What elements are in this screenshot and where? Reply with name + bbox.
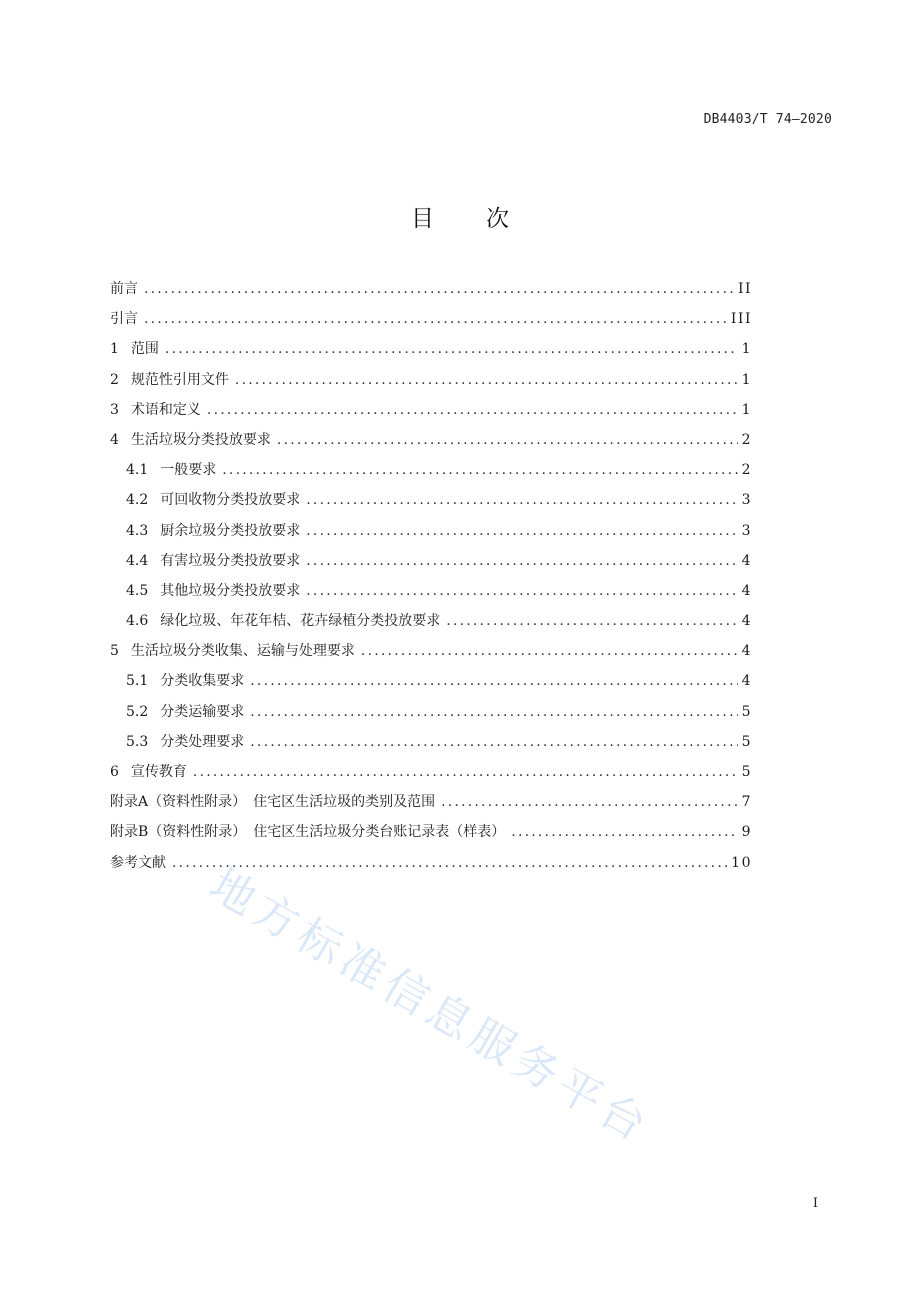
toc-entry-page: 4 <box>741 643 752 660</box>
toc-entry-label: 参考文献 <box>110 854 166 871</box>
toc-entry-page: 5 <box>741 703 752 720</box>
toc-entry-number: 5 <box>110 643 119 660</box>
toc-entry[interactable] <box>110 399 752 429</box>
toc-entry-label: 术语和定义 <box>130 401 201 418</box>
toc-entry-page: 1 <box>741 341 752 358</box>
toc-entry-label: 生活垃圾分类投放要求 <box>130 431 271 448</box>
toc-entry-label: 其他垃圾分类投放要求 <box>160 582 301 599</box>
toc-entry-label: 附录B（资料性附录） 住宅区生活垃圾分类台账记录表（样表） <box>110 824 506 841</box>
toc-entry-label: 绿化垃圾、年花年桔、花卉绿植分类投放要求 <box>160 613 441 630</box>
toc-entry[interactable] <box>110 640 752 670</box>
toc-dot-leader <box>511 821 737 843</box>
toc-entry-number: 4.6 <box>126 613 149 630</box>
toc-dot-leader <box>306 520 737 542</box>
toc-entry-number: 4 <box>110 431 119 448</box>
toc-dot-leader <box>361 640 738 662</box>
toc-dot-leader <box>306 489 737 511</box>
toc-dot-leader <box>235 369 738 391</box>
toc-entry-page: 10 <box>731 854 752 871</box>
toc-entry-page: 4 <box>741 613 752 630</box>
toc-entry-label: 宣传教育 <box>130 764 187 780</box>
toc-entry-label: 分类运输要求 <box>160 703 245 720</box>
table-of-contents <box>110 278 752 882</box>
toc-entry[interactable] <box>110 761 752 791</box>
toc-entry-page: 4 <box>741 673 752 690</box>
toc-entry-page: 5 <box>741 764 752 780</box>
toc-dot-leader <box>172 852 727 874</box>
toc-entry[interactable] <box>110 550 752 580</box>
toc-entry[interactable] <box>110 610 752 640</box>
toc-entry-number: 4.1 <box>126 462 149 479</box>
toc-entry-page: 4 <box>741 552 752 569</box>
toc-entry-page: 1 <box>741 371 752 388</box>
toc-entry-number: 4.3 <box>126 522 149 539</box>
toc-entry-page: 7 <box>741 794 752 811</box>
page-number: I <box>812 1196 818 1211</box>
toc-entry-label: 附录A（资料性附录） 住宅区生活垃圾的类别及范围 <box>110 794 436 811</box>
toc-entry-label: 一般要求 <box>160 462 217 479</box>
toc-entry-label: 厨余垃圾分类投放要求 <box>160 522 301 539</box>
toc-entry-page: II <box>737 281 752 297</box>
toc-entry-page: 5 <box>741 733 752 750</box>
toc-entry-label: 前言 <box>110 281 138 297</box>
toc-entry-label: 有害垃圾分类投放要求 <box>160 552 301 569</box>
toc-dot-leader <box>193 761 738 783</box>
toc-entry[interactable] <box>110 308 752 338</box>
toc-entry[interactable] <box>110 429 752 459</box>
toc-entry[interactable] <box>110 852 752 882</box>
toc-entry-number: 6 <box>110 764 119 780</box>
toc-entry[interactable] <box>110 821 752 851</box>
toc-entry[interactable] <box>110 701 752 731</box>
toc-dot-leader <box>144 308 727 330</box>
toc-dot-leader <box>446 610 737 632</box>
toc-entry-page: 2 <box>741 462 752 479</box>
toc-entry-page: 3 <box>741 492 752 509</box>
toc-dot-leader <box>222 459 737 481</box>
toc-dot-leader <box>207 399 738 421</box>
toc-dot-leader <box>250 701 737 723</box>
toc-dot-leader <box>250 731 737 753</box>
toc-entry-number: 1 <box>110 341 119 358</box>
toc-dot-leader <box>306 580 737 602</box>
toc-entry[interactable] <box>110 369 752 399</box>
toc-entry-number: 4.4 <box>126 552 149 569</box>
page-title: 目次 <box>411 206 561 232</box>
toc-entry[interactable] <box>110 670 752 700</box>
toc-entry-page: 3 <box>741 522 752 539</box>
toc-entry[interactable] <box>110 489 752 519</box>
toc-entry-number: 5.2 <box>126 703 149 720</box>
toc-entry-label: 规范性引用文件 <box>130 371 229 388</box>
toc-entry-page: 9 <box>741 824 752 841</box>
toc-entry[interactable] <box>110 278 752 308</box>
toc-dot-leader <box>306 550 737 572</box>
toc-entry-page: 4 <box>741 582 752 599</box>
toc-entry[interactable] <box>110 520 752 550</box>
toc-entry-label: 分类处理要求 <box>160 733 245 750</box>
toc-entry[interactable] <box>110 791 752 821</box>
toc-entry[interactable] <box>110 459 752 489</box>
toc-dot-leader <box>250 670 737 692</box>
toc-entry-label: 可回收物分类投放要求 <box>160 492 301 509</box>
toc-entry-number: 4.2 <box>126 492 149 509</box>
toc-entry-page: 2 <box>741 431 752 448</box>
toc-entry-number: 5.3 <box>126 733 149 750</box>
toc-dot-leader <box>277 429 738 451</box>
toc-entry[interactable] <box>110 580 752 610</box>
toc-dot-leader <box>144 278 734 300</box>
toc-entry-label: 生活垃圾分类收集、运输与处理要求 <box>130 643 355 660</box>
toc-entry-number: 2 <box>110 371 119 388</box>
toc-entry-number: 3 <box>110 401 119 418</box>
toc-dot-leader <box>165 338 738 360</box>
toc-entry-label: 分类收集要求 <box>160 673 245 690</box>
toc-entry[interactable] <box>110 338 752 368</box>
toc-entry-page: III <box>730 311 752 328</box>
watermark: 地方标准信息服务平台 <box>201 859 660 1154</box>
toc-dot-leader <box>441 791 737 813</box>
toc-entry-label: 引言 <box>110 311 138 328</box>
toc-entry[interactable] <box>110 731 752 761</box>
toc-entry-page: 1 <box>741 401 752 418</box>
standard-code: DB4403/T 74—2020 <box>703 112 832 127</box>
toc-entry-label: 范围 <box>130 341 159 358</box>
toc-entry-number: 4.5 <box>126 582 149 599</box>
toc-entry-number: 5.1 <box>126 673 149 690</box>
